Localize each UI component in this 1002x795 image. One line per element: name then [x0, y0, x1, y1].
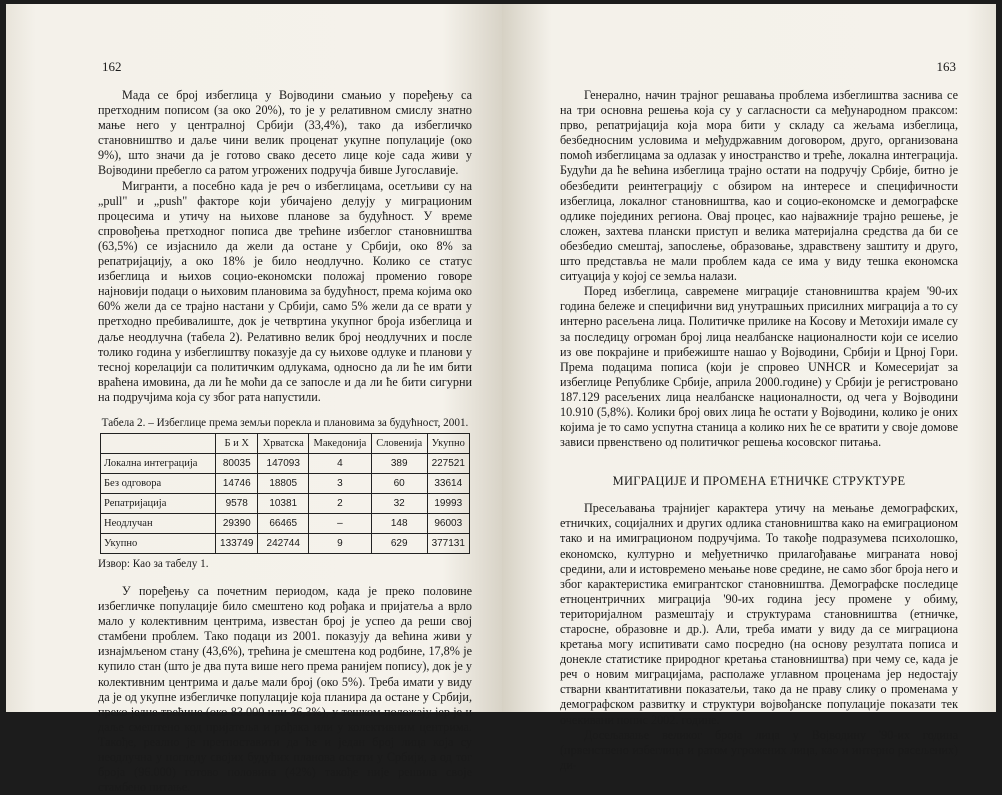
paragraph: Поред избеглица, савремене миграције становништва крајем '90-их година бележе и специфични вид унутрашњих присилних миграција а то су интерно расељена лица. Политичке прилике на Косову и Метохији имале су за последицу огроман број лица неалбанске националности који се иселио из ове покрајине и прибежиште нашао у Војводини, Србији и Црној Гори. Према подацима пописа (који је спровео UNHCR и Комесеријат за избеглице Републике Србије, априла 2000.године) у Србији је регистровано 187.129 расељених лица неалбанске националности, од чега у Војводини 10.910 (5,8%). Колики број ових лица ће остати у Војводини, колико је оних којима је то само успутна станица а колико них ће се вратити у своје домове зависи првенствено од политичког решења косовског питања.: [560, 284, 958, 450]
table-caption: Табела 2. – Избеглице према земљи порекла и плановима за будућност, 2001.: [101, 416, 469, 429]
table-cell: 33614: [427, 473, 470, 493]
table-cell: 60: [371, 473, 427, 493]
paragraph: Генерално, начин трајног решавања проблема избеглиштва заснива се на три основна решења која су у сагласности са међународном праксом: прво, репатријација која мора бити у складу са жељама избеглица, безбедносним условима и међудржавним договором, друго, организована помоћ избеглицама за одлазак у иностранство и треће, локална интеграција. Будући да ће већина избеглица трајно остати на подручју Србије, битно је обезбедити реинтеграцију с обзиром на интересе и специфичности избеглица, локалног становништва, као и социо-економске и демографске одлике појединих региона. Овај процес, као најважније трајно решење, је сложен, захтева плански приступ и велика материјална средства да би се обезбедио смештај, запослење, образовање, здравствену заштиту и друго, што представља не мали проблем када се има у виду тешка економска ситуација у којој се земља налази.: [560, 88, 958, 284]
page-number: 162: [102, 59, 122, 74]
table-row: [101, 473, 470, 493]
table-header-cell: Словенија: [371, 433, 427, 453]
table-cell: 29390: [216, 513, 258, 533]
table-cell: 242744: [258, 533, 309, 553]
table-cell: 3: [308, 473, 371, 493]
left-page: [6, 4, 502, 795]
book-spread: [6, 4, 996, 795]
left-text-block: [98, 88, 472, 795]
table-cell: Укупно: [101, 533, 216, 553]
table-cell: 19993: [427, 493, 470, 513]
table-cell: 4: [308, 453, 371, 473]
table-cell: 14746: [216, 473, 258, 493]
table-cell: 9578: [216, 493, 258, 513]
table-cell: 148: [371, 513, 427, 533]
section-heading: МИГРАЦИЈЕ И ПРОМЕНА ЕТНИЧКЕ СТРУКТУРЕ: [612, 474, 906, 489]
table-header-cell: Б и Х: [216, 433, 258, 453]
table-header-cell: Укупно: [427, 433, 470, 453]
table-header-cell: Хрватска: [258, 433, 309, 453]
table-header-cell: [101, 433, 216, 453]
table-cell: 133749: [216, 533, 258, 553]
page-number: 163: [936, 59, 956, 74]
paragraph: Пресељавања трајнијег карактера утичу на мењање демографских, етничких, социјалних и других одлика становништва како на емиграционом тако и на имиграционом подручјима. То такође подразумева психолошко, економско, културно и међуетничко прилагођавање миграната новој средини, али и истовремено мењање нове средине, не само због броја него и због карактеристика емигрантског становништва. Демографске последице етноцентричних миграција '90-их година јесу промене у обиму, територијалном размештају и структурама становништва (етничке, старосне, образовне и др.). Али, треба имати у виду да се миграциона кретања могу испитивати само посредно (на основу резултата пописа и донекле статистике природног кретања становништва) при чему се, када је реч о новим миграцијама, располаже углавном проценама јер недостају стварни квантитативни показатељи, тако да не праву слику о променама у демографском развитку и структури војвођанске популације показати тек очекивани попис 2002. године.: [560, 501, 958, 727]
table-cell: 96003: [427, 513, 470, 533]
table-cell: –: [308, 513, 371, 533]
table-row: [101, 493, 470, 513]
paragraph: У поређењу са почетним периодом, када је преко половине избегличке популације било смештено код рођака и пријатеља а врло мало у колективним центрима, известан број је успео да реши свој стамбени проблем. Тако подаци из 2001. показују да већина живи у изнајмљеном стану (43,6%), трећина је смештена код родбине, 17,8% је купило стан (што је два пута више него према ранијем попису), док је у колективним центрима и даље мали број (око 5%). Треба имати у виду да је од укупне избегличке популације која планира да остане у Србији, преко једне трећине (око 83.000 или 36,3%), у тешком положају јер је и даље смештено код пријатеља и рођака или у колективним центрима. Такође, реално је претпоставити да ће и један број лица која су неодлучна у погледу својих будућих планова остати у Србији, а од тог броја (96.000) готово половина (42%) такође није решила своје стамбено питање.: [98, 583, 472, 795]
paragraph: Мигранти, а посебно када је реч о избеглицама, осетљиви су на „pull" и „push" факторе који убичајено делују у миграционим процесима и утичу на њихове планове за будућност. У време спровођења претходног пописа две трећине избеглог становништва (63,5%) се изјаснило да жели да остане у Србији, око 8% за репатријацију, а око 18% је било неодлучно. Колико се статус избеглица и њихов социо-економски положај променио говоре најновији подаци о њиховим плановима за будућност, према којима око 60% жели да се трајно настани у Србији, само 5% жели да се врати у претходно пребивалиште, док је четвртина укупног броја избеглица и даље неодлучна (табела 2). Релативно велик број неодлучних и после толико година у избеглиштву показује да су њихове одлуке и планови у тесној корелацији са политичким одлукама, односно да ли ће им бити враћена имовина, да ли ће моћи да се запосле и да ли ће бити сигурни на подручјима која су због рата напустили.: [98, 178, 472, 404]
right-text-block: [560, 88, 958, 773]
table-cell: Локална интеграција: [101, 453, 216, 473]
table-row: [101, 513, 470, 533]
table-cell: Без одговора: [101, 473, 216, 493]
table-source: Извор: Као за табелу 1.: [98, 557, 209, 570]
table-cell: 80035: [216, 453, 258, 473]
table-cell: Неодлучан: [101, 513, 216, 533]
table-cell: 227521: [427, 453, 470, 473]
table-cell: Репатријација: [101, 493, 216, 513]
table-row: [101, 453, 470, 473]
table-cell: 147093: [258, 453, 309, 473]
paragraph: Досељавање великог броја лица у Војводину '90-их година (првенствено избеглица и ратом угрожених лица, као и интерно расељених) ди-: [560, 727, 958, 772]
table-cell: 2: [308, 493, 371, 513]
table-cell: 377131: [427, 533, 470, 553]
table-header-cell: Македонија: [308, 433, 371, 453]
paragraph: Мада се број избеглица у Војводини смањио у поређењу са претходним пописом (за око 20%), то је у релативном смислу знатно мање него у централној Србији (33,4%), тако да избегличко становништво и даље чини велик проценат укупне популације (око 9%), што значи да је готово свако десето лице које сада живи у Војводини пребегло са ратом угрожених подручја бивше Југославије.: [98, 88, 472, 178]
table-cell: 389: [371, 453, 427, 473]
table-cell: 18805: [258, 473, 309, 493]
table-row: [101, 533, 470, 553]
table-cell: 9: [308, 533, 371, 553]
table-cell: 629: [371, 533, 427, 553]
table-cell: 66465: [258, 513, 309, 533]
refugee-table: [100, 433, 470, 554]
right-page: [502, 4, 996, 772]
table-header-row: [101, 433, 470, 453]
table-cell: 10381: [258, 493, 309, 513]
table-cell: 32: [371, 493, 427, 513]
